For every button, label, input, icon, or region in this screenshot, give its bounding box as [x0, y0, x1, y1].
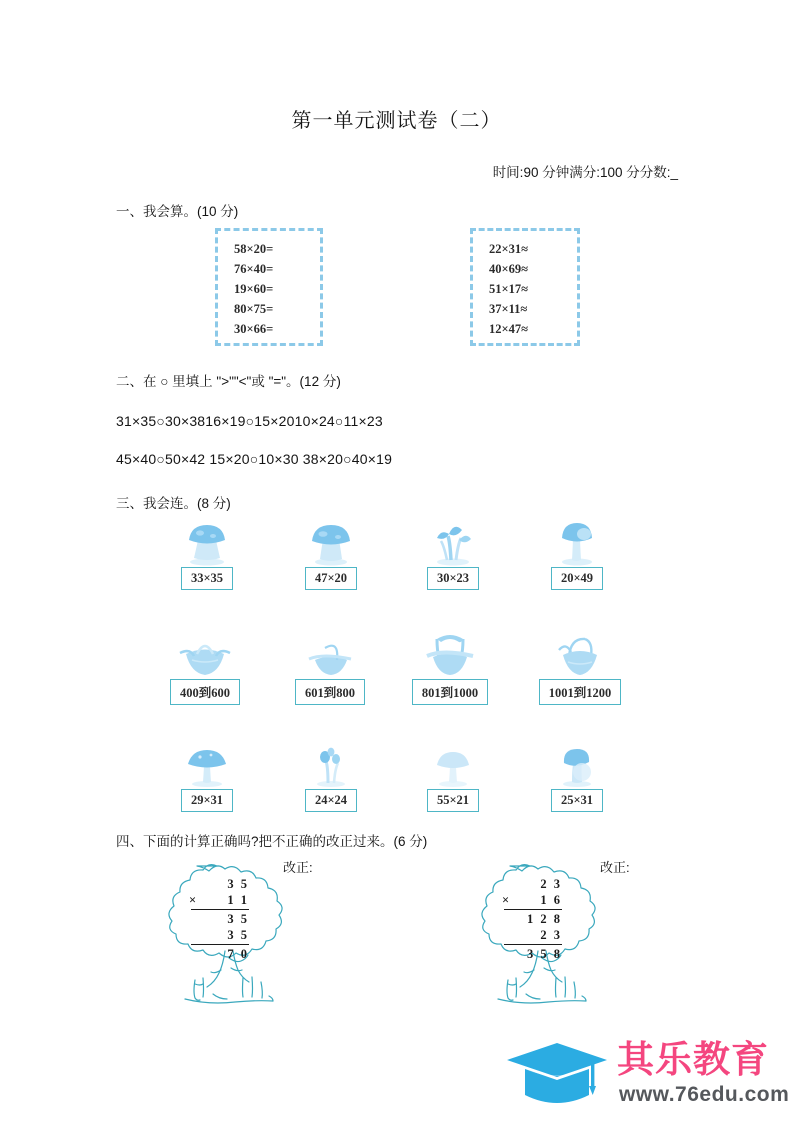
match-label[interactable]: 801到1000 — [412, 679, 488, 705]
section-3-heading: 三、我会连。(8 分) — [116, 496, 231, 511]
match-label[interactable]: 400到600 — [170, 679, 240, 705]
section-1-heading: 一、我会算。(10 分) — [116, 204, 239, 219]
multiplier-row — [504, 892, 562, 908]
mushroom-round-icon — [266, 518, 396, 566]
expression: 22×31≈ — [489, 242, 528, 256]
mushroom-round-icon — [142, 518, 272, 566]
mushroom-pale-icon — [388, 740, 518, 788]
comparison-line: 45×40○50×42 15×20○10×30 38×20○40×19 — [116, 451, 393, 467]
match-cell[interactable] — [388, 740, 518, 812]
expression: 51×17≈ — [489, 282, 528, 296]
exam-meta: 时间:90 分钟满分:100 分分数:_ — [492, 165, 678, 180]
correction-label: 改正: — [283, 860, 313, 875]
rule-line — [504, 944, 562, 945]
brand-name: 其乐教育 — [617, 1039, 769, 1080]
match-label[interactable]: 30×23 — [427, 567, 479, 590]
mushroom-cluster-icon — [388, 518, 518, 566]
multiplier-row — [191, 892, 249, 908]
match-cell[interactable] — [266, 740, 396, 812]
multiply-operator: × — [502, 893, 510, 907]
multiplier: 1 1 — [227, 893, 249, 907]
rule-line — [504, 909, 562, 910]
correction-label: 改正: — [600, 860, 630, 875]
match-label[interactable]: 20×49 — [551, 567, 603, 590]
tree-calculation-1 — [155, 858, 305, 1008]
vertical-calculation — [191, 876, 249, 962]
mushroom-lean-icon — [512, 740, 642, 788]
expression: 19×60= — [234, 282, 274, 296]
expression: 80×75= — [234, 302, 274, 316]
mushroom-flat-icon — [142, 740, 272, 788]
site-logo — [505, 1035, 790, 1113]
mushroom-sprout-icon — [266, 740, 396, 788]
basket-wide-icon — [140, 630, 270, 678]
estimated-products-box — [470, 228, 580, 346]
match-cell[interactable] — [142, 740, 272, 812]
rule-line — [191, 909, 249, 910]
total: 7 0 — [227, 947, 249, 961]
match-cell[interactable] — [265, 630, 395, 705]
expression: 58×20= — [234, 242, 274, 256]
section-2-heading: 二、在 ○ 里填上 ">""<"或 "="。(12 分) — [116, 374, 341, 389]
partial-product-1: 3 5 — [227, 912, 249, 926]
match-label[interactable]: 1001到1200 — [539, 679, 622, 705]
expression: 12×47≈ — [489, 322, 528, 336]
match-cell[interactable] — [388, 518, 518, 590]
match-label[interactable]: 601到800 — [295, 679, 365, 705]
match-cell[interactable] — [512, 518, 642, 590]
expression: 76×40= — [234, 262, 274, 276]
section-4-heading: 四、下面的计算正确吗?把不正确的改正过来。(6 分) — [116, 834, 428, 849]
graduation-cap-icon — [505, 1041, 609, 1109]
match-cell[interactable] — [512, 740, 642, 812]
basket-handle-icon — [385, 630, 515, 678]
partial-product-1: 1 2 8 — [527, 912, 562, 926]
expression: 30×66= — [234, 322, 274, 336]
tree-calculation-2 — [468, 858, 618, 1008]
vertical-calculation — [504, 876, 562, 962]
match-cell[interactable] — [515, 630, 645, 705]
match-label[interactable]: 29×31 — [181, 789, 233, 812]
multiply-operator: × — [189, 893, 197, 907]
match-cell[interactable] — [140, 630, 270, 705]
multiplier: 1 6 — [540, 893, 562, 907]
rule-line — [191, 944, 249, 945]
total: 3 5 8 — [527, 947, 562, 961]
match-cell[interactable] — [266, 518, 396, 590]
comparison-line: 31×35○30×3816×19○15×2010×24○11×23 — [116, 413, 383, 429]
match-label[interactable]: 47×20 — [305, 567, 357, 590]
match-label[interactable]: 24×24 — [305, 789, 357, 812]
multiplicand: 3 5 — [227, 877, 249, 891]
expression: 37×11≈ — [489, 302, 528, 316]
match-cell[interactable] — [385, 630, 515, 705]
partial-product-2: 3 5 — [227, 928, 249, 942]
multiplicand: 2 3 — [540, 877, 562, 891]
basket-full-icon — [515, 630, 645, 678]
match-label[interactable]: 25×31 — [551, 789, 603, 812]
basket-flat-icon — [265, 630, 395, 678]
page-title: 第一单元测试卷（二） — [291, 110, 502, 132]
mushroom-tall-icon — [512, 518, 642, 566]
partial-product-2: 2 3 — [540, 928, 562, 942]
exact-products-box — [215, 228, 323, 346]
expression: 40×69≈ — [489, 262, 528, 276]
match-cell[interactable] — [142, 518, 272, 590]
match-label[interactable]: 55×21 — [427, 789, 479, 812]
brand-url: www.76edu.com — [619, 1083, 790, 1106]
match-label[interactable]: 33×35 — [181, 567, 233, 590]
